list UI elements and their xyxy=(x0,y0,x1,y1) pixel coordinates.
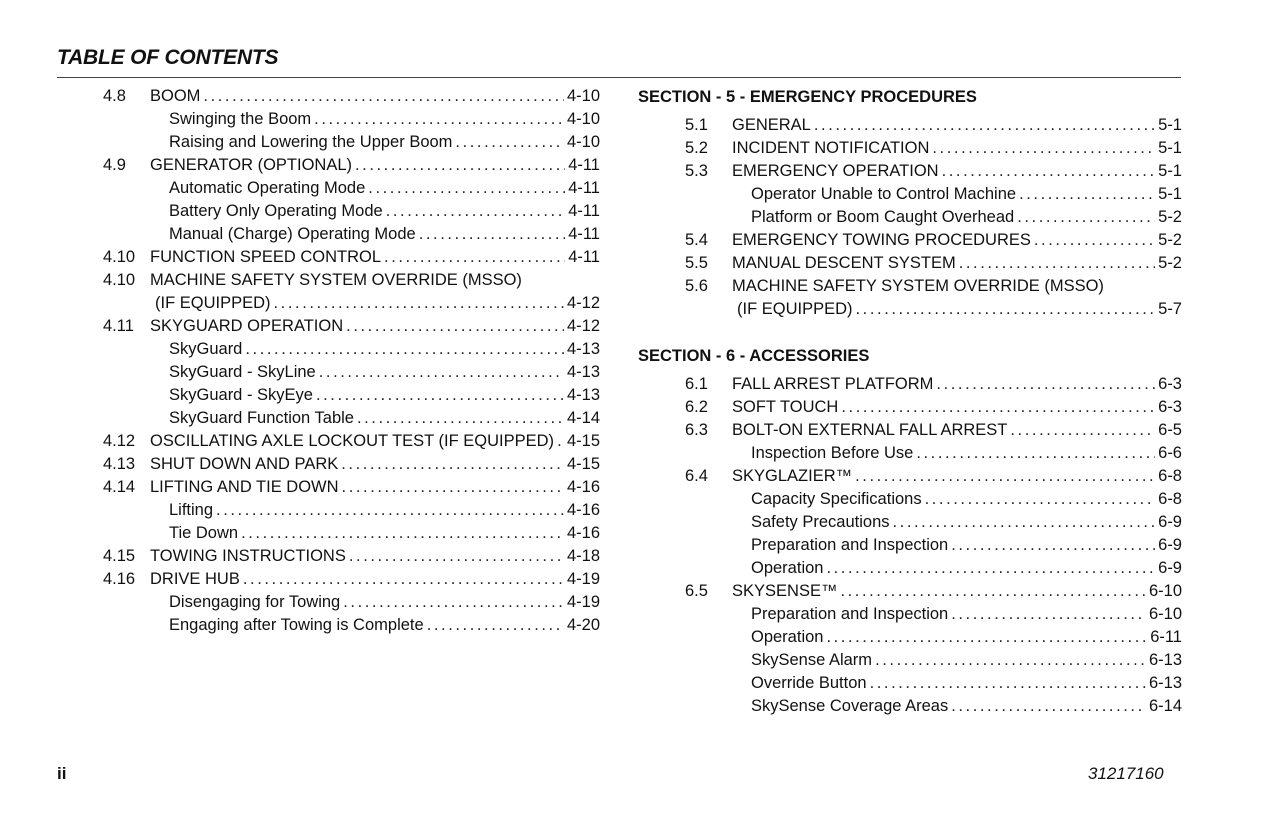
toc-subentry-title: (IF EQUIPPED) xyxy=(737,300,853,318)
toc-entry[interactable] xyxy=(103,108,600,131)
toc-entry-title: EMERGENCY OPERATION xyxy=(732,162,939,180)
toc-page-number: 6-11 xyxy=(1150,628,1182,646)
toc-page-number: 4-11 xyxy=(568,248,600,266)
toc-entry-title: TOWING INSTRUCTIONS xyxy=(150,547,346,565)
toc-page-number: 4-20 xyxy=(566,616,600,634)
page-number: ii xyxy=(57,764,67,783)
toc-entry-number: 6.2 xyxy=(685,398,708,416)
toc-entry[interactable] xyxy=(685,442,1182,465)
dot-leader xyxy=(814,114,1155,137)
toc-entry[interactable] xyxy=(685,114,1182,137)
toc-page-number: 4-10 xyxy=(566,133,600,151)
toc-page-number: 4-13 xyxy=(566,363,600,381)
toc-page-number: 4-15 xyxy=(566,432,600,450)
dot-leader xyxy=(959,252,1155,275)
toc-entry[interactable] xyxy=(685,695,1182,718)
section-5-entries xyxy=(638,114,1182,321)
toc-entry[interactable] xyxy=(103,269,600,292)
dot-leader xyxy=(319,361,564,384)
toc-page-number: 4-13 xyxy=(566,386,600,404)
toc-page-number: 6-9 xyxy=(1158,536,1182,554)
dot-leader xyxy=(840,580,1146,603)
toc-entry[interactable] xyxy=(685,160,1182,183)
toc-subentry-title: Engaging after Towing is Complete xyxy=(169,616,424,634)
toc-entry[interactable] xyxy=(685,137,1182,160)
toc-entry[interactable] xyxy=(685,649,1182,672)
toc-subentry-title: SkyGuard xyxy=(169,340,243,358)
toc-subentry-title: (IF EQUIPPED) xyxy=(155,294,271,312)
toc-entry[interactable] xyxy=(103,499,600,522)
dot-leader xyxy=(557,430,564,453)
toc-entry[interactable] xyxy=(103,545,600,568)
toc-entry-number: 5.3 xyxy=(685,162,708,180)
toc-page-number: 4-14 xyxy=(566,409,600,427)
dot-leader xyxy=(455,131,564,154)
toc-page-number: 4-11 xyxy=(568,202,600,220)
toc-subentry-title: Automatic Operating Mode xyxy=(169,179,366,197)
toc-entry[interactable] xyxy=(685,511,1182,534)
toc-entry[interactable] xyxy=(103,85,600,108)
toc-entry-number: 4.14 xyxy=(103,478,136,496)
toc-entry-number: 5.2 xyxy=(685,139,708,157)
dot-leader xyxy=(841,396,1155,419)
toc-entry[interactable] xyxy=(103,476,600,499)
dot-leader xyxy=(1010,419,1155,442)
toc-subentry-title: Preparation and Inspection xyxy=(751,536,949,554)
toc-entry[interactable] xyxy=(685,419,1182,442)
dot-leader xyxy=(936,373,1155,396)
toc-entry[interactable] xyxy=(685,603,1182,626)
toc-page-number: 5-1 xyxy=(1158,139,1182,157)
toc-page-number: 4-12 xyxy=(566,317,600,335)
toc-entry-title: BOLT-ON EXTERNAL FALL ARREST xyxy=(732,421,1008,439)
dot-leader xyxy=(427,614,564,637)
dot-leader xyxy=(241,522,564,545)
toc-entry-number: 4.13 xyxy=(103,455,136,473)
toc-page-number: 4-10 xyxy=(566,110,600,128)
dot-leader xyxy=(942,160,1156,183)
toc-entry-title: FUNCTION SPEED CONTROL xyxy=(150,248,382,266)
toc-page-number: 4-13 xyxy=(566,340,600,358)
toc-entry[interactable] xyxy=(103,338,600,361)
toc-entry-title: EMERGENCY TOWING PROCEDURES xyxy=(732,231,1031,249)
toc-subentry-title: Lifting xyxy=(169,501,214,519)
toc-entry-title: DRIVE HUB xyxy=(150,570,240,588)
dot-leader xyxy=(1017,206,1155,229)
dot-leader xyxy=(243,568,564,591)
toc-entry-number: 6.1 xyxy=(685,375,708,393)
toc-entry-number: 5.1 xyxy=(685,116,708,134)
toc-entry[interactable] xyxy=(103,384,600,407)
toc-subentry-title: SkySense Coverage Areas xyxy=(751,697,949,715)
toc-entry[interactable] xyxy=(685,229,1182,252)
toc-entry-title: SKYGUARD OPERATION xyxy=(150,317,344,335)
toc-page-number: 6-3 xyxy=(1158,398,1182,416)
dot-leader xyxy=(314,108,564,131)
toc-entry[interactable] xyxy=(685,183,1182,206)
toc-entry[interactable] xyxy=(685,534,1182,557)
toc-entry[interactable] xyxy=(685,396,1182,419)
dot-leader xyxy=(346,315,564,338)
toc-entry-number: 4.9 xyxy=(103,156,126,174)
toc-entry[interactable] xyxy=(103,223,600,246)
toc-subentry-title: Safety Precautions xyxy=(751,513,890,531)
toc-subentry-title: Capacity Specifications xyxy=(751,490,922,508)
dot-leader xyxy=(893,511,1156,534)
toc-subentry-title: Disengaging for Towing xyxy=(169,593,341,611)
toc-entry-number: 4.16 xyxy=(103,570,136,588)
toc-entry[interactable] xyxy=(685,373,1182,396)
dot-leader xyxy=(951,695,1146,718)
toc-page-number: 4-16 xyxy=(566,524,600,542)
toc-subentry-title: SkyGuard - SkyEye xyxy=(169,386,313,404)
toc-entry[interactable] xyxy=(685,252,1182,275)
toc-entry-title: INCIDENT NOTIFICATION xyxy=(732,139,930,157)
toc-entry[interactable] xyxy=(103,246,600,269)
toc-page-number: 5-1 xyxy=(1158,116,1182,134)
toc-entry[interactable] xyxy=(685,580,1182,603)
toc-entry[interactable] xyxy=(103,568,600,591)
dot-leader xyxy=(386,200,566,223)
dot-leader xyxy=(203,85,564,108)
toc-entry[interactable] xyxy=(103,315,600,338)
toc-entry-number: 4.8 xyxy=(103,87,126,105)
toc-entry-number: 4.10 xyxy=(103,248,136,266)
toc-entry[interactable] xyxy=(103,453,600,476)
toc-page-number: 4-11 xyxy=(568,156,600,174)
toc-subentry-title: Override Button xyxy=(751,674,867,692)
toc-entry-number: 6.4 xyxy=(685,467,708,485)
toc-entry[interactable] xyxy=(103,361,600,384)
toc-page-number: 6-9 xyxy=(1158,513,1182,531)
toc-page-number: 6-13 xyxy=(1148,651,1182,669)
toc-entry-title: SHUT DOWN AND PARK xyxy=(150,455,339,473)
toc-entry-number: 5.4 xyxy=(685,231,708,249)
toc-page-number: 6-5 xyxy=(1158,421,1182,439)
section-5-heading[interactable]: SECTION - 5 - EMERGENCY PROCEDURES xyxy=(638,88,977,106)
toc-entry-title: FALL ARREST PLATFORM xyxy=(732,375,934,393)
toc-entry-title: GENERAL xyxy=(732,116,811,134)
toc-entry[interactable] xyxy=(103,200,600,223)
dot-leader xyxy=(384,246,565,269)
toc-entry[interactable] xyxy=(685,298,1182,321)
toc-page-number: 5-2 xyxy=(1158,254,1182,272)
toc-entry[interactable] xyxy=(103,177,600,200)
toc-entry[interactable] xyxy=(103,154,600,177)
toc-page-number: 6-8 xyxy=(1158,490,1182,508)
toc-page-number: 5-2 xyxy=(1158,231,1182,249)
page-title: TABLE OF CONTENTS xyxy=(57,46,279,69)
toc-subentry-title: SkyGuard Function Table xyxy=(169,409,354,427)
toc-entry-title: MACHINE SAFETY SYSTEM OVERRIDE (MSSO) xyxy=(732,277,1104,295)
toc-entry[interactable] xyxy=(103,522,600,545)
toc-subentry-title: Preparation and Inspection xyxy=(751,605,949,623)
toc-entry-title: MACHINE SAFETY SYSTEM OVERRIDE (MSSO) xyxy=(150,271,522,289)
toc-entry[interactable] xyxy=(685,206,1182,229)
toc-page-number: 5-1 xyxy=(1158,185,1182,203)
toc-entry[interactable] xyxy=(103,292,600,315)
toc-subentry-title: Swinging the Boom xyxy=(169,110,312,128)
dot-leader xyxy=(355,154,565,177)
dot-leader xyxy=(357,407,564,430)
dot-leader xyxy=(1019,183,1155,206)
toc-page-number: 4-19 xyxy=(566,593,600,611)
dot-leader xyxy=(419,223,565,246)
toc-page-number: 5-1 xyxy=(1158,162,1182,180)
toc-page-number: 6-8 xyxy=(1158,467,1182,485)
dot-leader xyxy=(826,557,1155,580)
section-spacer xyxy=(638,321,1182,344)
toc-entry-title: BOOM xyxy=(150,87,201,105)
toc-page-number: 6-9 xyxy=(1158,559,1182,577)
document-number: 31217160 xyxy=(1088,764,1164,783)
toc-entry-number: 4.12 xyxy=(103,432,136,450)
toc-entry[interactable] xyxy=(685,672,1182,695)
dot-leader xyxy=(951,534,1155,557)
toc-page-number: 4-12 xyxy=(566,294,600,312)
dot-leader xyxy=(855,465,1155,488)
dot-leader xyxy=(343,591,564,614)
toc-entry-number: 6.5 xyxy=(685,582,708,600)
toc-right-column xyxy=(638,85,1182,718)
dot-leader xyxy=(316,384,564,407)
toc-subentry-title: Operator Unable to Control Machine xyxy=(751,185,1017,203)
dot-leader xyxy=(870,672,1146,695)
dot-leader xyxy=(1034,229,1155,252)
dot-leader xyxy=(341,453,564,476)
toc-entry-number: 5.6 xyxy=(685,277,708,295)
toc-entry-title: GENERATOR (OPTIONAL) xyxy=(150,156,352,174)
toc-subentry-title: SkyGuard - SkyLine xyxy=(169,363,316,381)
dot-leader xyxy=(951,603,1146,626)
toc-entry-title: SKYSENSE™ xyxy=(732,582,838,600)
toc-page-number: 4-10 xyxy=(566,87,600,105)
toc-entry[interactable] xyxy=(103,131,600,154)
section-6-entries xyxy=(638,373,1182,718)
toc-entry-title: SKYGLAZIER™ xyxy=(732,467,853,485)
toc-entry-number: 4.10 xyxy=(103,271,136,289)
toc-page-number: 4-19 xyxy=(566,570,600,588)
toc-page-number: 4-11 xyxy=(568,225,600,243)
section-6-heading[interactable]: SECTION - 6 - ACCESSORIES xyxy=(638,347,870,365)
toc-entry[interactable] xyxy=(685,557,1182,580)
toc-subentry-title: Raising and Lowering the Upper Boom xyxy=(169,133,453,151)
dot-leader xyxy=(274,292,564,315)
dot-leader xyxy=(342,476,564,499)
dot-leader xyxy=(826,626,1147,649)
toc-left-column xyxy=(103,85,600,637)
toc-entry[interactable] xyxy=(103,407,600,430)
dot-leader xyxy=(349,545,564,568)
toc-page-number: 6-10 xyxy=(1148,582,1182,600)
toc-page-number: 4-18 xyxy=(566,547,600,565)
toc-entry-number: 5.5 xyxy=(685,254,708,272)
toc-entry-number: 4.11 xyxy=(103,317,134,335)
dot-leader xyxy=(932,137,1155,160)
dot-leader xyxy=(916,442,1155,465)
dot-leader xyxy=(925,488,1156,511)
dot-leader xyxy=(368,177,565,200)
toc-page-number: 4-11 xyxy=(568,179,600,197)
toc-subentry-title: Inspection Before Use xyxy=(751,444,914,462)
toc-subentry-title: SkySense Alarm xyxy=(751,651,873,669)
toc-subentry-title: Platform or Boom Caught Overhead xyxy=(751,208,1015,226)
toc-subentry-title: Tie Down xyxy=(169,524,239,542)
title-divider xyxy=(57,77,1181,78)
dot-leader xyxy=(245,338,564,361)
toc-subentry-title: Manual (Charge) Operating Mode xyxy=(169,225,416,243)
toc-subentry-title: Operation xyxy=(751,628,824,646)
toc-entry-title: OSCILLATING AXLE LOCKOUT TEST (IF EQUIPPED) xyxy=(150,432,555,450)
dot-leader xyxy=(216,499,564,522)
toc-page-number: 4-15 xyxy=(566,455,600,473)
toc-entry-number: 6.3 xyxy=(685,421,708,439)
toc-entry[interactable] xyxy=(103,591,600,614)
toc-page-number: 6-10 xyxy=(1148,605,1182,623)
toc-subentry-title: Operation xyxy=(751,559,824,577)
toc-page-number: 4-16 xyxy=(566,478,600,496)
toc-entry[interactable] xyxy=(685,488,1182,511)
toc-entry[interactable] xyxy=(103,430,600,453)
toc-entry-title: SOFT TOUCH xyxy=(732,398,839,416)
dot-leader xyxy=(856,298,1156,321)
toc-entry-title: LIFTING AND TIE DOWN xyxy=(150,478,339,496)
toc-page-number: 6-6 xyxy=(1158,444,1182,462)
toc-page-number: 6-3 xyxy=(1158,375,1182,393)
dot-leader xyxy=(875,649,1146,672)
toc-page-number: 6-13 xyxy=(1148,674,1182,692)
toc-entry-title: MANUAL DESCENT SYSTEM xyxy=(732,254,956,272)
toc-page-number: 4-16 xyxy=(566,501,600,519)
toc-page-number: 5-2 xyxy=(1158,208,1182,226)
toc-entry[interactable] xyxy=(685,626,1182,649)
toc-entry[interactable] xyxy=(685,275,1182,298)
toc-page-number: 6-14 xyxy=(1148,697,1182,715)
toc-entry[interactable] xyxy=(103,614,600,637)
toc-entry[interactable] xyxy=(685,465,1182,488)
toc-entry-number: 4.15 xyxy=(103,547,136,565)
toc-subentry-title: Battery Only Operating Mode xyxy=(169,202,383,220)
toc-page-number: 5-7 xyxy=(1158,300,1182,318)
